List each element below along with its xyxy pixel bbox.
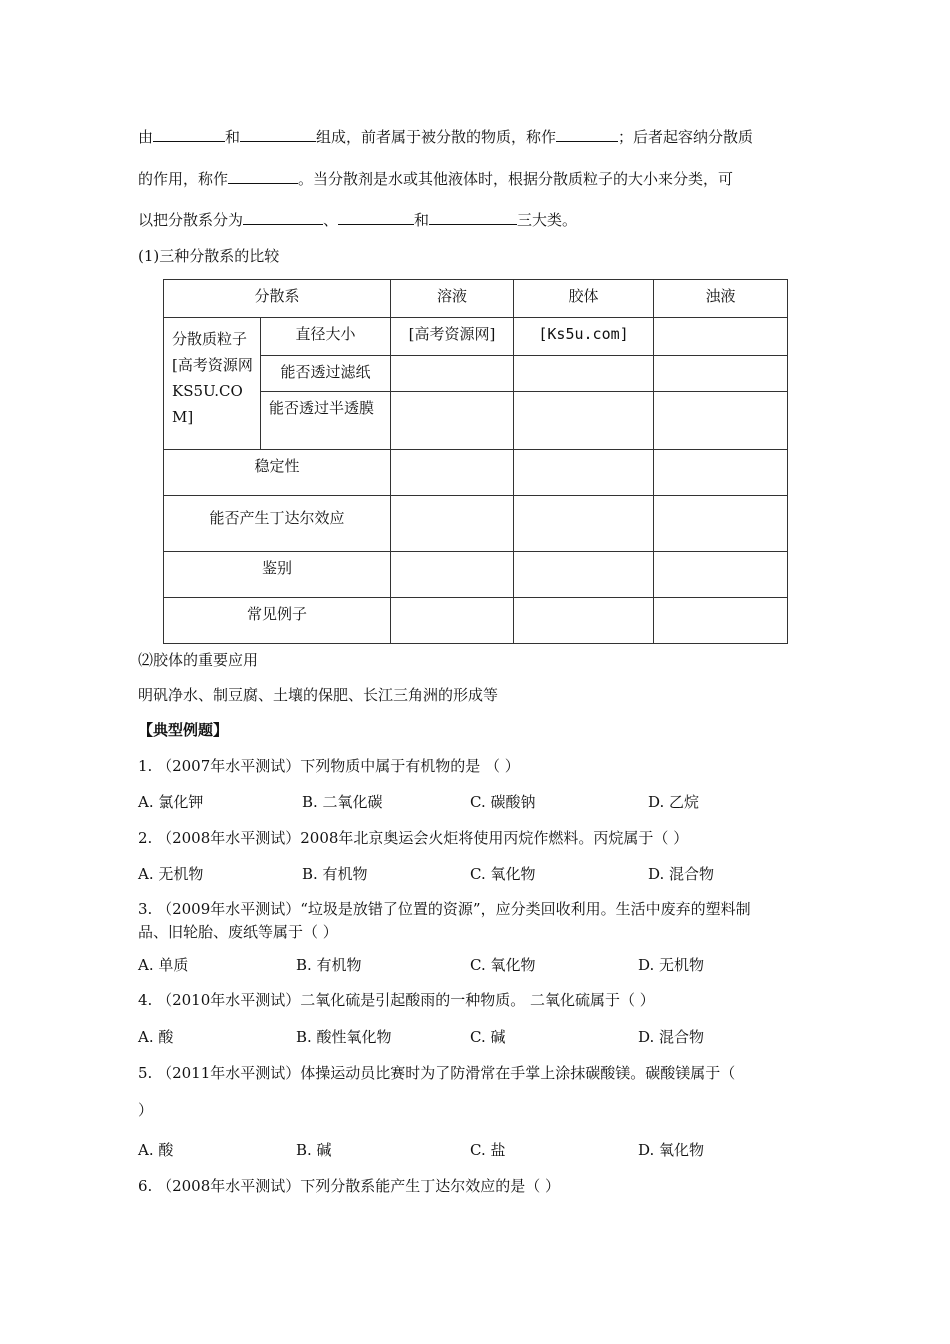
- cell-colloid-membrane[interactable]: [514, 392, 654, 450]
- question-2-option-b[interactable]: B. 有机物: [302, 865, 368, 883]
- text: 的作用，称作: [138, 170, 229, 188]
- text: 和: [414, 211, 430, 229]
- cell-solution-tyndall[interactable]: [391, 496, 514, 552]
- row-label-identify: 鉴别: [164, 552, 391, 598]
- header-colloid: 胶体: [514, 280, 654, 318]
- cell-colloid-examples[interactable]: [514, 598, 654, 644]
- text: 、: [323, 211, 339, 229]
- fill-blank[interactable]: [153, 126, 225, 142]
- question-1-option-c[interactable]: C. 碳酸钠: [470, 793, 536, 811]
- cell-solution-membrane[interactable]: [391, 392, 514, 450]
- cell-solution-diameter[interactable]: [高考资源网]: [391, 318, 514, 356]
- row-label-examples: 常见例子: [164, 598, 391, 644]
- section2-title: ⑵胶体的重要应用: [138, 651, 259, 669]
- cell-suspension-identify[interactable]: [654, 552, 788, 598]
- question-5-option-d[interactable]: D. 氧化物: [638, 1141, 705, 1159]
- text: 。当分散剂是水或其他液体时，根据分散质粒子的大小来分类，可: [298, 170, 734, 188]
- cell-colloid-stability[interactable]: [514, 450, 654, 496]
- comparison-table: [163, 279, 788, 644]
- cell-colloid-tyndall[interactable]: [514, 496, 654, 552]
- cell-solution-filter[interactable]: [391, 356, 514, 392]
- question-1-option-a[interactable]: A. 氯化钾: [138, 793, 204, 811]
- question-4-option-b[interactable]: B. 酸性氧化物: [296, 1028, 392, 1046]
- question-2-option-d[interactable]: D. 混合物: [648, 865, 715, 883]
- intro-line-2: [138, 168, 733, 189]
- cell-solution-stability[interactable]: [391, 450, 514, 496]
- section1-title: (1)三种分散系的比较: [138, 247, 280, 265]
- fill-blank[interactable]: [228, 168, 298, 184]
- question-2-stem: 2. （2008年水平测试）2008年北京奥运会火炬将使用丙烷作燃料。丙烷属于（ ）: [138, 829, 689, 847]
- question-4-option-c[interactable]: C. 碱: [470, 1028, 506, 1046]
- cell-suspension-stability[interactable]: [654, 450, 788, 496]
- text: 三大类。: [517, 211, 578, 229]
- fill-blank[interactable]: [429, 209, 517, 225]
- header-suspension: 浊液: [654, 280, 788, 318]
- question-5-option-b[interactable]: B. 碱: [296, 1141, 332, 1159]
- intro-line-1: [138, 126, 753, 147]
- cell-suspension-examples[interactable]: [654, 598, 788, 644]
- text: 和: [225, 128, 241, 146]
- question-3-option-a[interactable]: A. 单质: [138, 956, 189, 974]
- question-4-stem: 4. （2010年水平测试）二氧化硫是引起酸雨的一种物质。 二氧化硫属于（ ）: [138, 991, 655, 1009]
- question-5-stem-cont: ）: [138, 1101, 154, 1119]
- fill-blank[interactable]: [556, 126, 618, 142]
- cell-solution-examples[interactable]: [391, 598, 514, 644]
- question-2-option-a[interactable]: A. 无机物: [138, 865, 204, 883]
- question-4-option-d[interactable]: D. 混合物: [638, 1028, 705, 1046]
- header-system: 分散系: [164, 280, 391, 318]
- text: 以把分散系分为: [138, 211, 244, 229]
- question-3-option-d[interactable]: D. 无机物: [638, 956, 705, 974]
- fill-blank[interactable]: [338, 209, 414, 225]
- cell-colloid-identify[interactable]: [514, 552, 654, 598]
- row-label-diameter: 直径大小: [261, 318, 391, 356]
- question-1-option-b[interactable]: B. 二氧化碳: [302, 793, 383, 811]
- cell-suspension-diameter[interactable]: [654, 318, 788, 356]
- cell-suspension-tyndall[interactable]: [654, 496, 788, 552]
- row-label-membrane: 能否透过半透膜: [261, 392, 391, 450]
- intro-line-3: [138, 209, 577, 230]
- question-5-option-a[interactable]: A. 酸: [138, 1141, 174, 1159]
- question-3-stem: 3. （2009年水平测试）“垃圾是放错了位置的资源”，应分类回收利用。生活中废弃的塑料制: [138, 900, 751, 918]
- row-label-stability: 稳定性: [164, 450, 391, 496]
- cell-solution-identify[interactable]: [391, 552, 514, 598]
- question-4-option-a[interactable]: A. 酸: [138, 1028, 174, 1046]
- text: ；后者起容纳分散质: [618, 128, 754, 146]
- cell-colloid-filter[interactable]: [514, 356, 654, 392]
- examples-heading: 【典型例题】: [138, 721, 229, 739]
- fill-blank[interactable]: [243, 209, 323, 225]
- question-5-option-c[interactable]: C. 盐: [470, 1141, 506, 1159]
- cell-suspension-filter[interactable]: [654, 356, 788, 392]
- fill-blank[interactable]: [240, 126, 316, 142]
- row-label-tyndall: 能否产生丁达尔效应: [164, 496, 391, 552]
- group-label-particles: 分散质粒子[高考资源网KS5U.COM]: [164, 318, 261, 450]
- question-5-stem: 5. （2011年水平测试）体操运动员比赛时为了防滑常在手掌上涂抹碳酸镁。碳酸镁属于（: [138, 1064, 736, 1082]
- question-2-option-c[interactable]: C. 氧化物: [470, 865, 536, 883]
- question-6-stem: 6. （2008年水平测试）下列分散系能产生丁达尔效应的是（ ）: [138, 1177, 561, 1195]
- question-3-stem-cont: 品、旧轮胎、废纸等属于（ ）: [138, 923, 338, 941]
- header-solution: 溶液: [391, 280, 514, 318]
- text: 组成，前者属于被分散的物质，称作: [316, 128, 557, 146]
- question-3-option-c[interactable]: C. 氧化物: [470, 956, 536, 974]
- question-1-option-d[interactable]: D. 乙烷: [648, 793, 700, 811]
- cell-colloid-diameter[interactable]: [Ks5u.com]: [514, 318, 654, 356]
- cell-suspension-membrane[interactable]: [654, 392, 788, 450]
- question-1-stem: 1. （2007年水平测试）下列物质中属于有机物的是 （ ）: [138, 757, 520, 775]
- text: 由: [138, 128, 154, 146]
- row-label-filter: 能否透过滤纸: [261, 356, 391, 392]
- section2-text: 明矾净水、制豆腐、土壤的保肥、长江三角洲的形成等: [138, 686, 499, 704]
- question-3-option-b[interactable]: B. 有机物: [296, 956, 362, 974]
